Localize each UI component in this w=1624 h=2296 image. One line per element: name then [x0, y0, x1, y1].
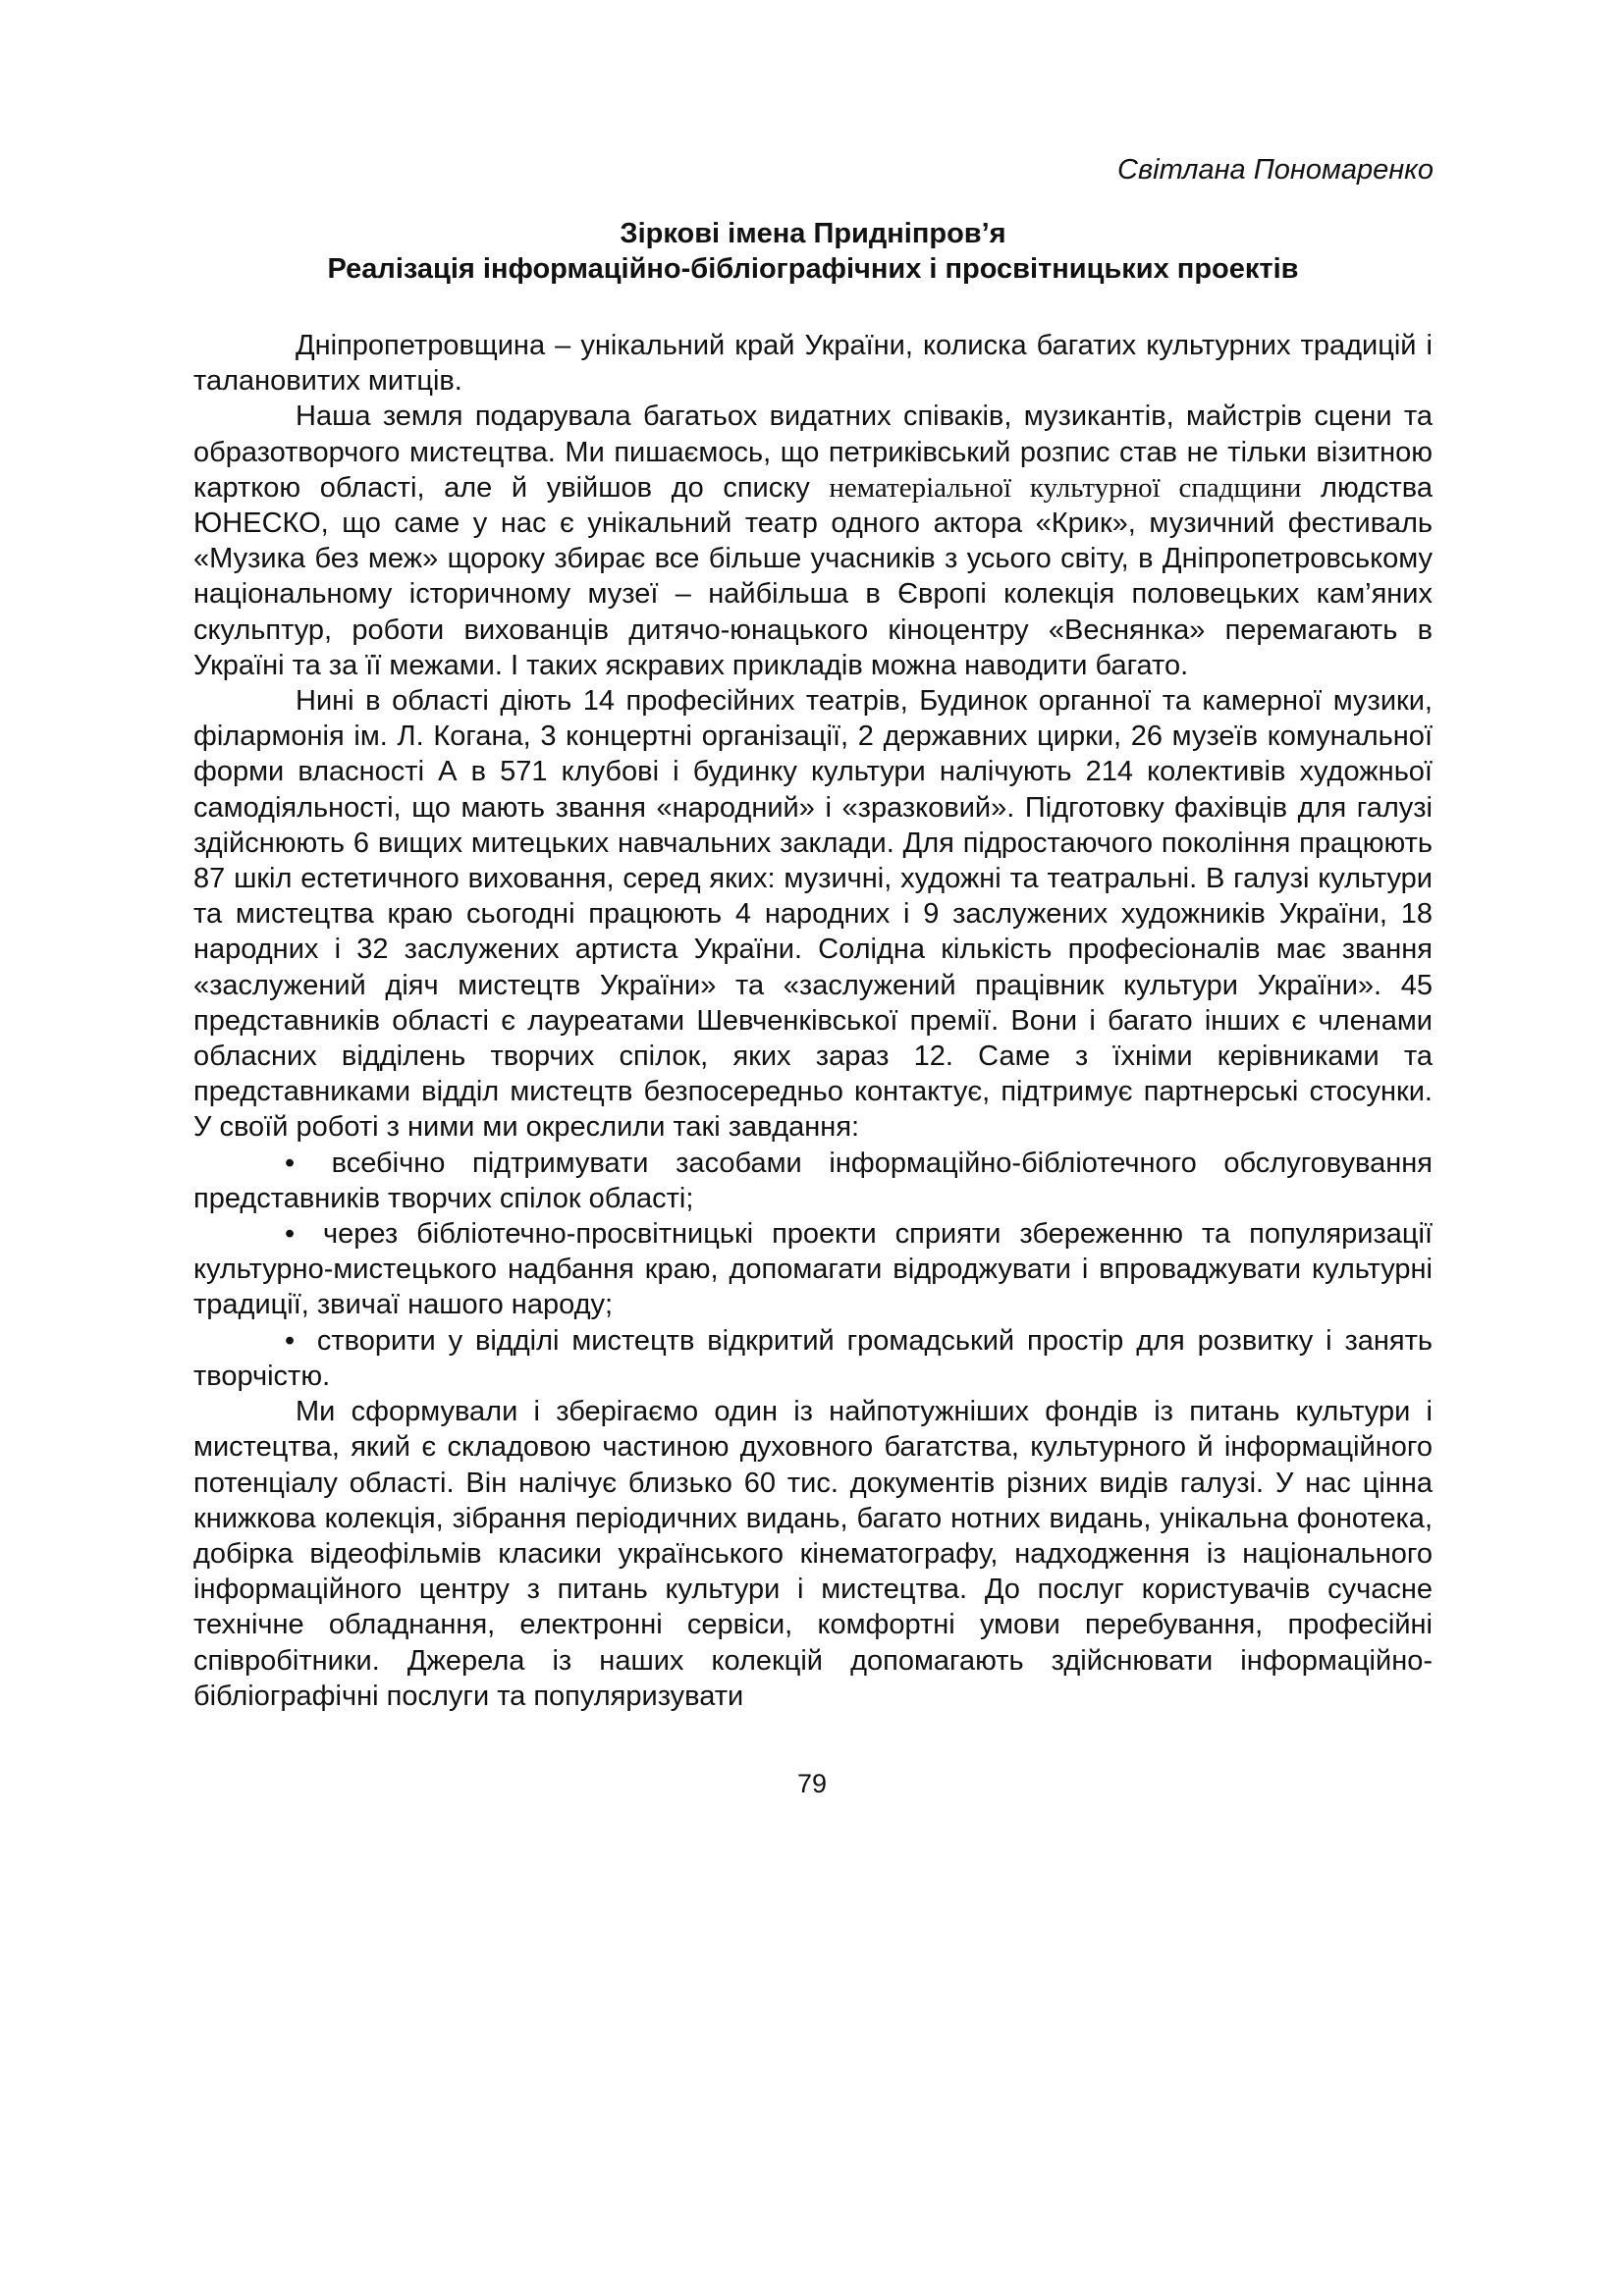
- bullet-icon: •: [285, 1324, 296, 1357]
- list-item-text: всебічно підтримувати засобами інформаційно-бібліотечного обслуговування представників творчих спілок області;: [193, 1147, 1433, 1214]
- list-item-text: через бібліотечно-просвітницькі проекти сприяти збереженню та популяризації культурно-мистецького надбання краю, допомагати відроджувати і впроваджувати культурні традиції, звичаї нашого народу;: [193, 1218, 1433, 1321]
- list-item-text: створити у відділі мистецтв відкритий громадський простір для розвитку і занять творчістю.: [193, 1324, 1433, 1392]
- list-item: [193, 1146, 1433, 1216]
- paragraph-intro: Дніпропетровщина – унікальний край України, колиска багатих культурних традицій і талановитих митців.: [193, 330, 1433, 398]
- list-item: [193, 1216, 1433, 1323]
- title-line-1: Зіркові імена Придніпров’я: [620, 218, 1006, 249]
- article-body: [193, 328, 1433, 1714]
- article-title: [193, 216, 1433, 287]
- list-item: [193, 1323, 1433, 1394]
- title-line-2: Реалізація інформаційно-бібліографічних і просвітницьких проектів: [327, 253, 1299, 285]
- paragraph-heritage-serif-run: нематеріальної культурної спадщини: [829, 471, 1302, 504]
- bullet-icon: •: [285, 1218, 296, 1251]
- author-name: Світлана Пономаренко: [1117, 154, 1434, 186]
- bullet-icon: •: [285, 1147, 296, 1179]
- paragraph-heritage-part-1: Наша земля подарувала багатьох видатних співаків, музикантів, майстрів сцени та образотворчого мистецтва. Ми пишаємось, що петриківський розпис став не тільки візитною карткою області, але й увійшов до списку: [193, 400, 1433, 504]
- paragraph-collection: Ми сформували і зберігаємо один із найпотужніших фондів із питань культури і мистецтва, який є складовою частиною духовного багатства, культурного й інформаційного потенціалу області. Він налічує близько 60 тис. документів різних видів галузі. У нас цінна книжкова колекція, зібрання періодичних видань, багато нотних видань, унікальна фонотека, добірка відеофільмів класики українського кінематографу, надходження із національного інформаційного центру з питань культури і мистецтва. До послуг користувачів сучасне технічне обладнання, електронні сервіси, комфортні умови перебування, професійні співробітники. Джерела із наших колекцій допомагають здійснювати інформаційно-бібліографічні послуги та популяризувати: [193, 1396, 1433, 1712]
- page-number: 79: [796, 1769, 828, 1798]
- paragraph-statistics: Нині в області діють 14 професійних театрів, Будинок органної та камерної музики, філармонія ім. Л. Когана, 3 концертні організації, 2 державних цирки, 26 музеїв комунальної форми власності А в 571 клубові і будинку культури налічують 214 колективів художньої самодіяльності, що мають звання «народний» і «зразковий». Підготовку фахівців для галузі здійснюють 6 вищих митецьких навчальних заклади. Для підростаючого покоління працюють 87 шкіл естетичного виховання, серед яких: музичні, художні та театральні. В галузі культури та мистецтва краю сьогодні працюють 4 народних і 9 заслужених художників України, 18 народних і 32 заслужених артиста України. Солідна кількість професіоналів має звання «заслужений діяч мистецтв України» та «заслужений працівник культури України». 45 представників області є лауреатами Шевченківської премії. Вони і багато інших є членами обласних відділень творчих спілок, яких зараз 12. Саме з їхніми керівниками та представниками відділ мистецтв безпосередньо контактує, підтримує партнерські стосунки. У своїй роботі з ними ми окреслили такі завдання:: [193, 685, 1433, 1144]
- paragraph-heritage-part-2: людства ЮНЕСКО, що саме у нас є унікальний театр одного актора «Крик», музичний фестиваль «Музика без меж» щороку збирає все більше учасників з усього світу, в Дніпропетровському національному історичному музеї – найбільша в Європі колекція половецьких кам’яних скульптур, роботи вихованців дитячо-юнацького кіноцентру «Веснянка» перемагають в Україні та за її межами. І таких яскравих прикладів можна наводити багато.: [193, 471, 1433, 681]
- tasks-list: [193, 1146, 1433, 1394]
- paragraph-heritage: [193, 399, 1433, 683]
